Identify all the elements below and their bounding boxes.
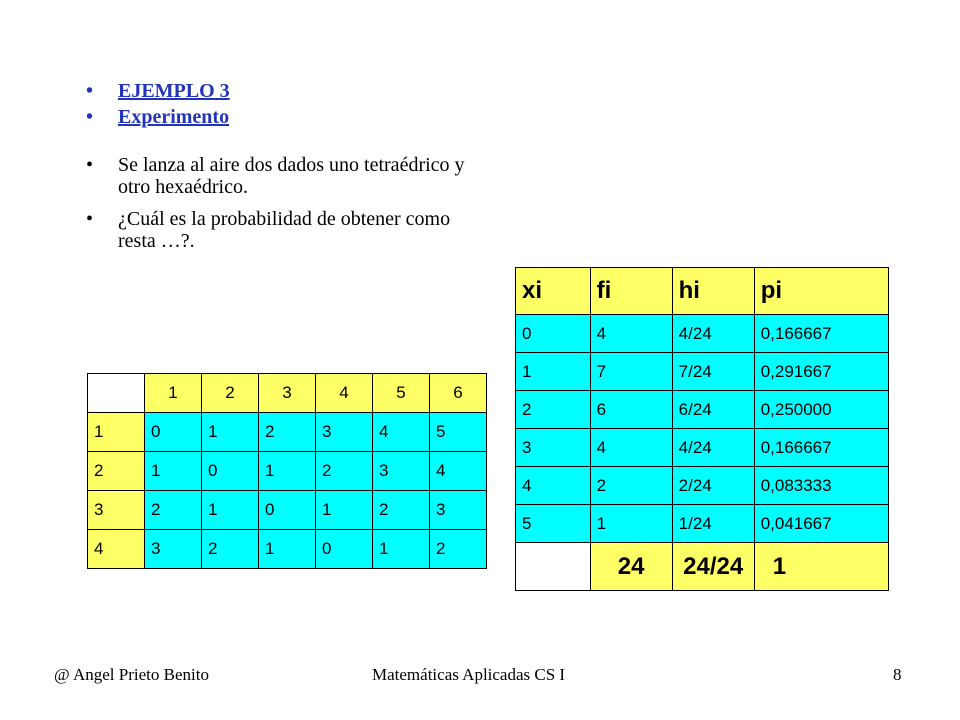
table-row: [88, 452, 487, 491]
table-cell: 1: [754, 543, 888, 591]
table-cell: 1: [590, 505, 672, 543]
table-cell: 1: [88, 413, 145, 452]
table-cell: 24/24: [672, 543, 754, 591]
table-cell: 0,166667: [754, 315, 888, 353]
table-cell: 2: [88, 452, 145, 491]
footer-page-number: 8: [893, 665, 902, 684]
table-cell: 1: [259, 530, 316, 569]
table-row: [516, 353, 889, 391]
table-cell: 6: [430, 374, 487, 413]
bullet-example-title[interactable]: [86, 80, 486, 102]
table-cell: 4: [316, 374, 373, 413]
table-row: [516, 391, 889, 429]
bullet-dot: •: [86, 154, 94, 176]
table-cell: 3: [145, 530, 202, 569]
table-cell: 3: [88, 491, 145, 530]
table-cell: 0: [516, 315, 591, 353]
table-cell: 2: [590, 467, 672, 505]
table-cell: 0: [316, 530, 373, 569]
table-cell: xi: [516, 268, 591, 315]
table-cell: 3: [316, 413, 373, 452]
table-row: [516, 467, 889, 505]
table-cell: 3: [516, 429, 591, 467]
table-cell: 5: [516, 505, 591, 543]
table-cell: 7/24: [672, 353, 754, 391]
bullet-dot: •: [86, 106, 94, 128]
table-row: [88, 530, 487, 569]
table-cell: 4/24: [672, 429, 754, 467]
table-cell: 1: [202, 491, 259, 530]
table-cell: 4: [88, 530, 145, 569]
table-cell: [88, 374, 145, 413]
frequency-table-header: [516, 268, 889, 315]
table-cell: 1/24: [672, 505, 754, 543]
table-cell: 0: [259, 491, 316, 530]
table-row: [88, 491, 487, 530]
table-cell: 4: [373, 413, 430, 452]
table-cell: 3: [373, 452, 430, 491]
footer-author: @ Angel Prieto Benito: [54, 665, 209, 684]
table-cell: 0: [145, 413, 202, 452]
table-cell: 4: [590, 429, 672, 467]
table-cell: 24: [590, 543, 672, 591]
table-cell: 6: [590, 391, 672, 429]
table-cell: 4: [430, 452, 487, 491]
bullet-text: ¿Cuál es la probabilidad de obtener como resta …?.: [118, 208, 451, 252]
table-cell: 7: [590, 353, 672, 391]
table-cell: 0,166667: [754, 429, 888, 467]
table-cell: 2: [316, 452, 373, 491]
table-cell: 0: [202, 452, 259, 491]
frequency-table-total: [516, 543, 889, 591]
slide-bullets: [86, 80, 486, 252]
table-cell: 1: [145, 452, 202, 491]
table-cell: 1: [373, 530, 430, 569]
table-cell: 0,041667: [754, 505, 888, 543]
table-cell: 1: [316, 491, 373, 530]
table-cell: 2: [259, 413, 316, 452]
table-cell: 4: [590, 315, 672, 353]
table-cell: 3: [430, 491, 487, 530]
bullet-question: [86, 208, 486, 252]
table-cell: 0,291667: [754, 353, 888, 391]
table-cell: 2: [516, 391, 591, 429]
table-cell: [516, 543, 591, 591]
table-cell: 2: [202, 530, 259, 569]
bullet-text[interactable]: Experimento: [118, 106, 230, 128]
difference-table: [87, 373, 487, 569]
table-cell: 3: [259, 374, 316, 413]
bullet-dot: •: [86, 208, 94, 230]
bullet-dot: •: [86, 80, 94, 102]
table-row: [88, 413, 487, 452]
table-cell: 2: [202, 374, 259, 413]
table-cell: 2: [373, 491, 430, 530]
table-cell: 1: [516, 353, 591, 391]
table-cell: 1: [202, 413, 259, 452]
difference-table-header: [88, 374, 487, 413]
table-cell: 4: [516, 467, 591, 505]
bullet-text[interactable]: EJEMPLO 3: [118, 80, 230, 102]
bullet-statement: [86, 154, 486, 198]
table-cell: pi: [754, 268, 888, 315]
table-cell: fi: [590, 268, 672, 315]
table-cell: 4/24: [672, 315, 754, 353]
table-cell: hi: [672, 268, 754, 315]
table-cell: 1: [145, 374, 202, 413]
table-cell: 5: [430, 413, 487, 452]
table-cell: 0,083333: [754, 467, 888, 505]
table-cell: 1: [259, 452, 316, 491]
footer-course: Matemáticas Aplicadas CS I: [372, 665, 566, 684]
table-row: [516, 315, 889, 353]
table-cell: 2/24: [672, 467, 754, 505]
table-row: [516, 505, 889, 543]
bullet-text: Se lanza al aire dos dados uno tetraédrico y otro hexaédrico.: [118, 154, 465, 198]
bullet-experiment[interactable]: [86, 106, 486, 128]
table-cell: 0,250000: [754, 391, 888, 429]
table-cell: 6/24: [672, 391, 754, 429]
table-cell: 2: [430, 530, 487, 569]
table-cell: 5: [373, 374, 430, 413]
table-row: [516, 429, 889, 467]
table-cell: 2: [145, 491, 202, 530]
frequency-table: [515, 267, 889, 591]
